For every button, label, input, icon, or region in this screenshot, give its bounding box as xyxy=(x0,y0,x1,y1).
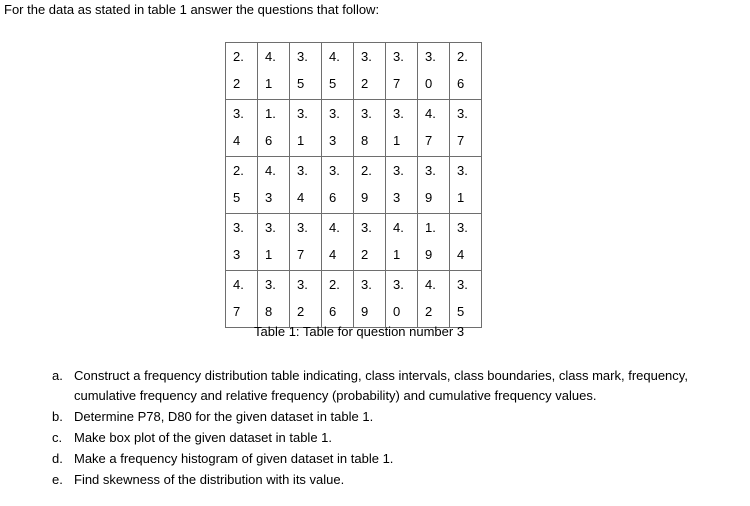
cell-value-bottom: 8 xyxy=(361,133,369,148)
cell-value-bottom: 6 xyxy=(329,190,337,205)
cell-value-bottom: 2 xyxy=(361,76,369,91)
table-cell xyxy=(354,100,386,157)
question-marker: b. xyxy=(52,409,63,424)
cell-value-bottom: 4 xyxy=(457,247,465,262)
cell-value-top: 3. xyxy=(361,106,372,121)
cell-value-top: 4. xyxy=(393,220,404,235)
cell-value-top: 4. xyxy=(425,277,436,292)
cell-value-bottom: 9 xyxy=(425,247,433,262)
table-cell xyxy=(290,100,322,157)
table-cell xyxy=(322,157,354,214)
cell-value-bottom: 0 xyxy=(393,304,401,319)
cell-value-bottom: 5 xyxy=(297,76,305,91)
cell-value-top: 1. xyxy=(425,220,436,235)
table-cell xyxy=(450,271,482,328)
question-text: Make a frequency histogram of given dataset in table 1. xyxy=(74,451,394,466)
cell-value-top: 3. xyxy=(297,106,308,121)
cell-value-top: 4. xyxy=(233,277,244,292)
cell-value-bottom: 3 xyxy=(329,133,337,148)
question-text: Find skewness of the distribution with its value. xyxy=(74,472,345,487)
table-cell xyxy=(354,271,386,328)
table-cell xyxy=(386,271,418,328)
cell-value-top: 2. xyxy=(329,277,340,292)
cell-value-top: 3. xyxy=(425,163,436,178)
cell-value-top: 3. xyxy=(457,106,468,121)
question-marker: d. xyxy=(52,451,63,466)
cell-value-top: 4. xyxy=(265,49,276,64)
cell-value-bottom: 3 xyxy=(233,247,241,262)
question-text: Determine P78, D80 for the given dataset in table 1. xyxy=(74,409,374,424)
intro-text: For the data as stated in table 1 answer the questions that follow: xyxy=(4,2,380,17)
table-cell xyxy=(450,43,482,100)
table-cell xyxy=(386,157,418,214)
cell-value-bottom: 9 xyxy=(361,304,369,319)
cell-value-top: 3. xyxy=(265,277,276,292)
table-cell xyxy=(322,271,354,328)
question-item xyxy=(52,428,732,448)
question-text: Construct a frequency distribution table indicating, class intervals, class boundaries, class mark, frequency, cumulative frequency and relative frequency (probability) and cumulative frequency values. xyxy=(74,368,688,403)
table-cell xyxy=(322,214,354,271)
cell-value-top: 3. xyxy=(361,49,372,64)
question-list xyxy=(52,366,732,491)
question-item xyxy=(52,407,732,427)
cell-value-bottom: 6 xyxy=(329,304,337,319)
cell-value-top: 3. xyxy=(361,220,372,235)
question-marker: a. xyxy=(52,368,63,383)
cell-value-top: 2. xyxy=(361,163,372,178)
cell-value-bottom: 7 xyxy=(457,133,465,148)
cell-value-top: 3. xyxy=(457,277,468,292)
table-cell xyxy=(226,43,258,100)
table-row xyxy=(226,214,482,271)
cell-value-top: 3. xyxy=(393,277,404,292)
cell-value-bottom: 0 xyxy=(425,76,433,91)
cell-value-bottom: 1 xyxy=(265,76,273,91)
cell-value-top: 3. xyxy=(329,163,340,178)
table-cell xyxy=(418,271,450,328)
table-cell xyxy=(386,43,418,100)
table-cell xyxy=(418,214,450,271)
table-cell xyxy=(258,157,290,214)
table-cell xyxy=(258,214,290,271)
table-cell xyxy=(386,100,418,157)
table-cell xyxy=(354,157,386,214)
cell-value-bottom: 1 xyxy=(393,133,401,148)
table-cell xyxy=(418,43,450,100)
cell-value-bottom: 7 xyxy=(425,133,433,148)
cell-value-bottom: 1 xyxy=(297,133,305,148)
table-caption: Table 1: Table for question number 3 xyxy=(254,324,465,339)
cell-value-bottom: 7 xyxy=(297,247,305,262)
table-row xyxy=(226,157,482,214)
cell-value-top: 3. xyxy=(457,220,468,235)
cell-value-top: 3. xyxy=(297,220,308,235)
table-cell xyxy=(450,157,482,214)
cell-value-bottom: 9 xyxy=(361,190,369,205)
table-cell xyxy=(226,271,258,328)
cell-value-top: 3. xyxy=(393,49,404,64)
cell-value-bottom: 5 xyxy=(329,76,337,91)
cell-value-top: 2. xyxy=(457,49,468,64)
cell-value-bottom: 9 xyxy=(425,190,433,205)
table-cell xyxy=(226,157,258,214)
cell-value-bottom: 1 xyxy=(265,247,273,262)
cell-value-top: 3. xyxy=(393,106,404,121)
table-cell xyxy=(450,100,482,157)
cell-value-bottom: 5 xyxy=(233,190,241,205)
table-cell xyxy=(290,214,322,271)
question-text: Make box plot of the given dataset in table 1. xyxy=(74,430,333,445)
table-row xyxy=(226,100,482,157)
cell-value-bottom: 4 xyxy=(233,133,241,148)
cell-value-top: 3. xyxy=(297,49,308,64)
cell-value-top: 2. xyxy=(233,163,244,178)
cell-value-bottom: 2 xyxy=(425,304,433,319)
cell-value-bottom: 6 xyxy=(457,76,465,91)
question-item xyxy=(52,449,732,469)
cell-value-top: 3. xyxy=(393,163,404,178)
cell-value-top: 4. xyxy=(329,220,340,235)
cell-value-bottom: 4 xyxy=(329,247,337,262)
cell-value-top: 3. xyxy=(233,220,244,235)
cell-value-bottom: 4 xyxy=(297,190,305,205)
cell-value-bottom: 3 xyxy=(393,190,401,205)
cell-value-bottom: 1 xyxy=(457,190,465,205)
table-cell xyxy=(258,43,290,100)
cell-value-top: 3. xyxy=(425,49,436,64)
table-cell xyxy=(290,157,322,214)
cell-value-top: 3. xyxy=(233,106,244,121)
table-cell xyxy=(450,214,482,271)
cell-value-bottom: 8 xyxy=(265,304,273,319)
question-marker: c. xyxy=(52,430,63,445)
table-cell xyxy=(258,271,290,328)
question-item xyxy=(52,470,732,490)
table-cell xyxy=(258,100,290,157)
table-cell xyxy=(226,214,258,271)
question-item xyxy=(52,366,732,406)
table-cell xyxy=(386,214,418,271)
cell-value-top: 3. xyxy=(297,277,308,292)
table-cell xyxy=(354,214,386,271)
cell-value-top: 3. xyxy=(457,163,468,178)
cell-value-bottom: 1 xyxy=(393,247,401,262)
cell-value-bottom: 2 xyxy=(233,76,241,91)
table-cell xyxy=(418,157,450,214)
cell-value-bottom: 2 xyxy=(297,304,305,319)
table-row xyxy=(226,43,482,100)
table-row xyxy=(226,271,482,328)
table-cell xyxy=(290,271,322,328)
cell-value-top: 2. xyxy=(233,49,244,64)
cell-value-top: 3. xyxy=(297,163,308,178)
cell-value-bottom: 6 xyxy=(265,133,273,148)
cell-value-top: 4. xyxy=(265,163,276,178)
cell-value-top: 3. xyxy=(329,106,340,121)
data-table xyxy=(225,42,482,328)
cell-value-bottom: 3 xyxy=(265,190,273,205)
cell-value-top: 4. xyxy=(329,49,340,64)
table-cell xyxy=(290,43,322,100)
cell-value-top: 4. xyxy=(425,106,436,121)
cell-value-top: 3. xyxy=(361,277,372,292)
cell-value-top: 1. xyxy=(265,106,276,121)
cell-value-top: 3. xyxy=(265,220,276,235)
cell-value-bottom: 5 xyxy=(457,304,465,319)
table-cell xyxy=(226,100,258,157)
table-cell xyxy=(354,43,386,100)
question-marker: e. xyxy=(52,472,63,487)
table-cell xyxy=(418,100,450,157)
cell-value-bottom: 7 xyxy=(233,304,241,319)
table-cell xyxy=(322,100,354,157)
cell-value-bottom: 2 xyxy=(361,247,369,262)
table-cell xyxy=(322,43,354,100)
cell-value-bottom: 7 xyxy=(393,76,401,91)
